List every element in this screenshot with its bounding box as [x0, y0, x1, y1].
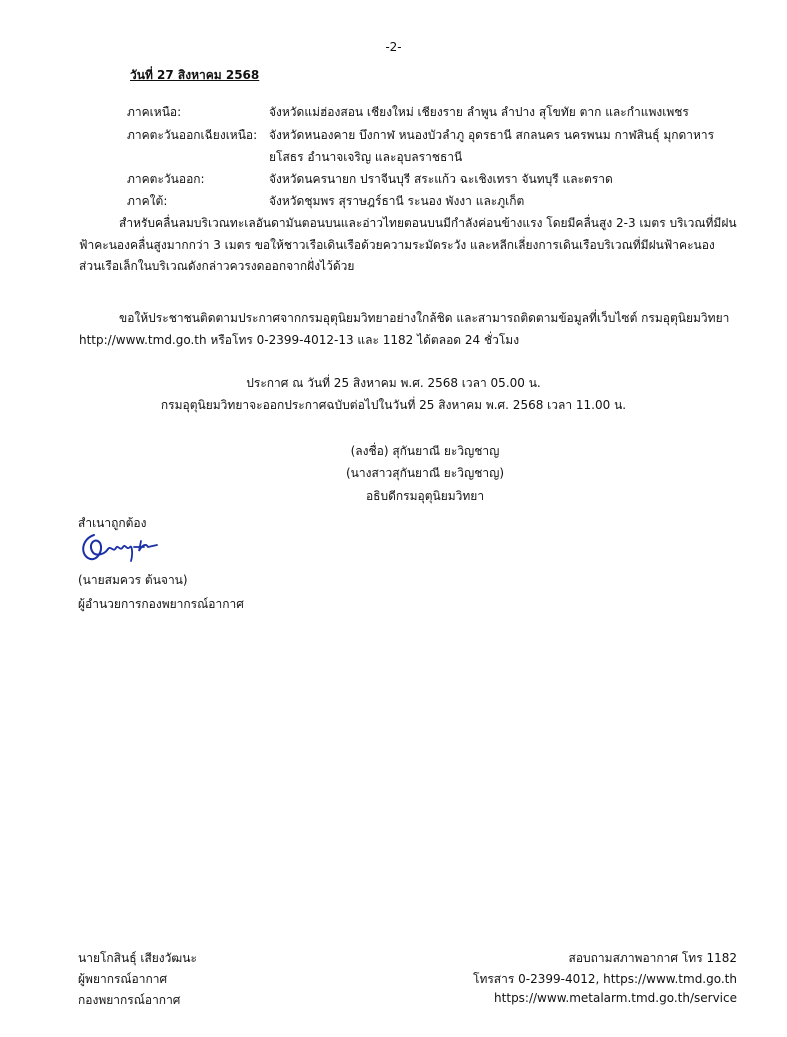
certified-label: สำเนาถูกต้อง — [78, 516, 147, 530]
paragraph-waves: สำหรับคลื่นลมบริเวณทะเลอันดามันตอนบนและอ่าวไทยตอนบนมีกำลังค่อนข้างแรง โดยมีคลื่นสูง 2-3 เมตร บริเวณที่มีฝนฟ้าคะนองคลื่นสูงมากกว่า 3 เมตร ขอให้ชาวเรือเดินเรือด้วยความระมัดระวัง และหลีกเลี่ยงการเดินเรือบริเวณที่มีฝนฟ้าคะนอง ส่วนเรือเล็กในบริเวณดังกล่าวควรงดออกจากฝั่งไว้ด้วย — [79, 216, 737, 273]
announce-next: กรมอุตุนิยมวิทยาจะออกประกาศฉบับต่อไปในวันที่ 25 สิงหาคม พ.ศ. 2568 เวลา 11.00 น. — [160, 398, 627, 412]
date-heading: วันที่ 27 สิงหาคม 2568 — [130, 68, 260, 82]
footer-fax-website: โทรสาร 0-2399-4012, https://www.tmd.go.th — [473, 972, 737, 986]
signatory-position: อธิบดีกรมอุตุนิยมวิทยา — [365, 489, 485, 503]
region-value-northeast-1: จังหวัดหนองคาย บึงกาฬ หนองบัวลำภู อุดรธานี สกลนคร นครพนม กาฬสินธุ์ มุกดาหาร — [269, 128, 715, 142]
footer-forecaster-title: ผู้พยากรณ์อากาศ — [78, 972, 168, 986]
certified-name: (นายสมควร ต้นจาน) — [78, 573, 188, 587]
signatory-name: (นางสาวสุกันยาณี ยะวิญชาญ) — [345, 466, 505, 480]
region-value-south: จังหวัดชุมพร สุราษฎร์ธานี ระนอง พังงา และภูเก็ต — [269, 194, 525, 208]
footer-phone: สอบถามสภาพอากาศ โทร 1182 — [568, 951, 737, 965]
signatory-signed: (ลงชื่อ) สุกันยาณี ยะวิญชาญ — [350, 444, 500, 458]
region-label-north: ภาคเหนือ: — [127, 105, 182, 119]
footer-forecaster-name: นายโกสินธุ์ เสียงวัฒนะ — [78, 951, 197, 965]
region-value-northeast-2: ยโสธร อำนาจเจริญ และอุบลราชธานี — [269, 150, 463, 164]
announce-date: ประกาศ ณ วันที่ 25 สิงหาคม พ.ศ. 2568 เวลา 05.00 น. — [246, 376, 541, 390]
paragraph-follow: ขอให้ประชาชนติดตามประกาศจากกรมอุตุนิยมวิทยาอย่างใกล้ชิด และสามารถติดตามข้อมูลที่เว็บไซต์ กรมอุตุนิยมวิทยา http://www.tmd.go.th หรือโทร 0-2399-4012-13 และ 1182 ได้ตลอด 24 ชั่วโมง — [79, 311, 730, 347]
region-label-south: ภาคใต้: — [127, 194, 168, 208]
region-label-northeast: ภาคตะวันออกเฉียงเหนือ: — [127, 128, 258, 142]
footer-metalarm-link[interactable]: https://www.metalarm.tmd.go.th/service — [494, 991, 737, 1005]
certified-position: ผู้อำนวยการกองพยากรณ์อากาศ — [78, 597, 244, 611]
footer-forecaster-division: กองพยากรณ์อากาศ — [78, 993, 181, 1007]
page-number: -2- — [385, 40, 402, 54]
region-label-east: ภาคตะวันออก: — [127, 172, 205, 186]
handwritten-signature-icon — [78, 531, 162, 565]
region-value-north: จังหวัดแม่ฮ่องสอน เชียงใหม่ เชียงราย ลำพูน ลำปาง สุโขทัย ตาก และกำแพงเพชร — [269, 105, 689, 119]
region-value-east: จังหวัดนครนายก ปราจีนบุรี สระแก้ว ฉะเชิงเทรา จันทบุรี และตราด — [269, 172, 613, 186]
